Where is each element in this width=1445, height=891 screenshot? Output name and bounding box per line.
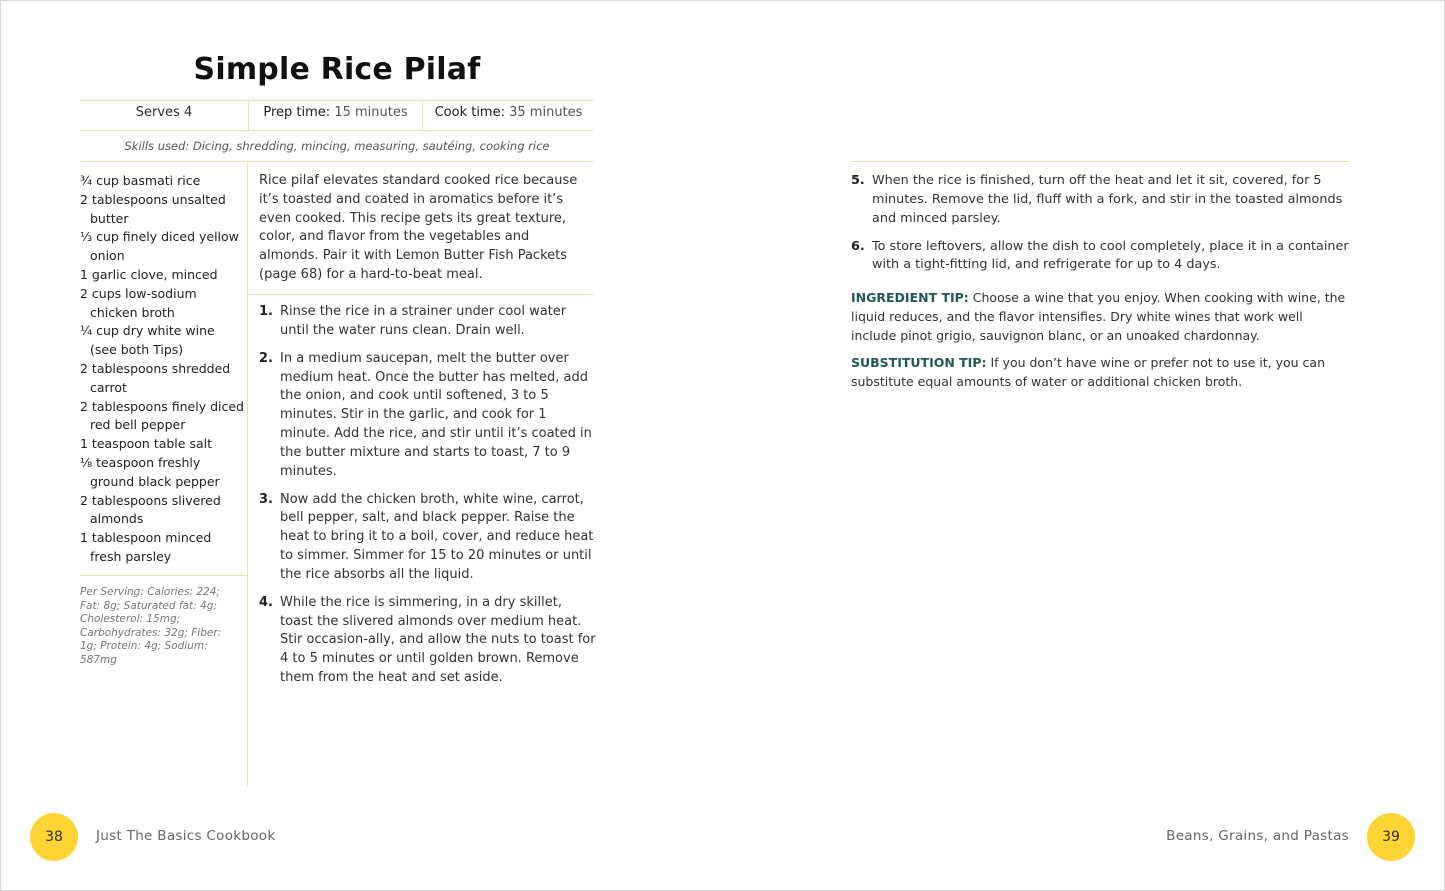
ingredient-tip-text: Choose a wine that you enjoy. When cooking with wine, the liquid reduces, and the flavor intensifies. Dry white wines that work well include pinot grigio, sauvignon blanc, or an unoaked chardonnay. — [851, 290, 1346, 343]
step-number: 1. — [259, 304, 273, 319]
ingredient-item: 2 tablespoons slivered almonds — [80, 492, 221, 527]
step-item — [259, 491, 597, 585]
ingredient-list — [80, 172, 245, 567]
step-item — [851, 238, 1351, 276]
step-number: 6. — [851, 238, 865, 254]
ingredient-item: 1 teaspoon table salt — [80, 436, 212, 452]
prep-time-value: 15 minutes — [334, 105, 408, 120]
step-number: 2. — [259, 350, 273, 366]
ingredient-item: ⅓ cup finely diced yellow onion — [80, 229, 239, 264]
footer-book-title: Just The Basics Cookbook — [96, 828, 276, 844]
ingredient-item: ¼ cup dry white wine (see both Tips) — [80, 323, 215, 358]
substitution-tip — [851, 354, 1351, 392]
step-number: 5. — [851, 173, 865, 188]
recipe-title: Simple Rice Pilaf — [193, 52, 481, 87]
rule-top — [80, 100, 594, 101]
recipe-intro: Rice pilaf elevates standard cooked rice because it’s toasted and coated in aromatics before it’s even cooked. This recipe gets its great texture, color, and flavor from the vegetables and almonds. Pair it with Lemon Butter Fish Packets (page 68) for a hard-to-beat meal. — [259, 173, 578, 282]
cook-time-label: Cook time: — [434, 105, 505, 120]
step-text: To store leftovers, allow the dish to cool completely, place it in a container with a tight-fitting lid, and refrigerate for up to 4 days. — [872, 238, 1349, 273]
substitution-tip-label: SUBSTITUTION TIP: — [851, 355, 987, 370]
ingredient-item: ¾ cup basmati rice — [80, 173, 201, 188]
cook-time — [423, 105, 594, 120]
ingredient-item: ⅛ teaspoon freshly ground black pepper — [80, 454, 220, 489]
nutrition-info: Per Serving: Calories: 224; Fat: 8g; Saturated fat: 4g; Cholesterol: 15mg; Carbohydrates: 32g; Fiber: 1g; Protein: 4g; Sodium: 587mg — [80, 586, 222, 666]
ingredient-tip — [851, 289, 1351, 345]
step-number: 4. — [259, 594, 273, 610]
steps-list-right — [851, 172, 1351, 284]
step-text: While the rice is simmering, in a dry skillet, toast the slivered almonds over medium heat. Stir occasion-ally, and allow the nuts to toast for 4 to 5 minutes or until golden brown. Remove them from the heat and set aside. — [280, 594, 596, 685]
step-text: In a medium saucepan, melt the butter over medium heat. Once the butter has melted, add the onion, and cook until softened, 3 to 5 minutes. Stir in the garlic, and cook for 1 minute. Add the rice, and stir until it’s coated in the butter mixture and starts to toast, 7 to 9 minutes. — [280, 350, 592, 479]
ingredient-item: 2 tablespoons shredded carrot — [80, 360, 231, 395]
rule-intro-bottom — [248, 294, 594, 295]
ingredient-item: 2 cups low-sodium chicken broth — [80, 285, 197, 320]
ingredient-item: 1 garlic clove, minced — [80, 266, 218, 282]
step-item — [851, 172, 1351, 228]
rule-nutrition — [80, 575, 247, 576]
skills-used: Skills used: Dicing, shredding, mincing, measuring, sautéing, cooking rice — [124, 139, 550, 153]
step-text: When the rice is finished, turn off the heat and let it sit, covered, for 5 minutes. Remove the lid, fluff with a fork, and stir in the toasted almonds and minced parsley. — [872, 173, 1343, 226]
rule-right-top — [851, 161, 1349, 162]
step-text: Rinse the rice in a strainer under cool water until the water runs clean. Drain well. — [280, 304, 567, 338]
prep-time — [249, 105, 422, 120]
ingredient-item: 1 tablespoon minced fresh parsley — [80, 530, 212, 564]
page-number-left: 38 — [30, 813, 78, 861]
rule-meta-bottom — [80, 130, 594, 131]
prep-time-label: Prep time: — [263, 105, 331, 120]
step-item — [259, 350, 597, 482]
rule-skills-bottom — [80, 161, 594, 162]
step-item — [259, 303, 597, 341]
ingredient-item: 2 tablespoons unsalted butter — [80, 191, 226, 226]
footer-chapter-title: Beans, Grains, and Pastas — [1166, 828, 1349, 844]
ingredient-tip-label: INGREDIENT TIP: — [851, 290, 969, 305]
step-item — [259, 594, 597, 688]
cook-time-value: 35 minutes — [509, 105, 583, 120]
steps-list-left — [259, 303, 597, 697]
step-text: Now add the chicken broth, white wine, carrot, bell pepper, salt, and black pepper. Raise the heat to bring it to a boil, cover, and reduce heat to simmer. Simmer for 15 to 20 minutes or until the rice absorbs all the liquid. — [280, 491, 594, 582]
ingredient-item: 2 tablespoons finely diced red bell pepper — [80, 398, 244, 433]
substitution-tip-text: If you don’t have wine or prefer not to use it, you can substitute equal amounts of water or additional chicken broth. — [851, 355, 1325, 389]
page-number-right: 39 — [1367, 813, 1415, 861]
step-number: 3. — [259, 491, 273, 507]
serves: Serves 4 — [135, 105, 193, 120]
column-divider — [247, 162, 248, 786]
